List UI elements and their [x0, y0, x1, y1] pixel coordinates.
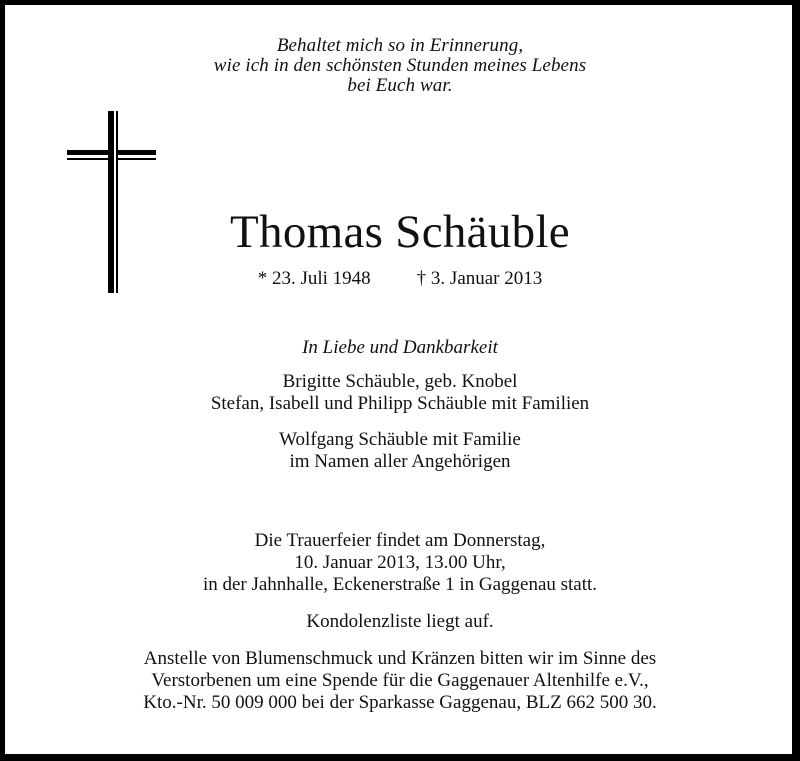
cross-fill-v-thin [116, 155, 118, 158]
donation-line-2: Verstorbenen um eine Spende für die Gaggenauer Altenhilfe e.V., [151, 670, 649, 691]
cross-vertical-thin [116, 111, 118, 293]
funeral-line-3: in der Jahnhalle, Eckenerstraße 1 in Gaggenau statt. [202, 574, 598, 595]
motto-line-1: Behaltet mich so in Erinnerung, [276, 35, 524, 56]
dedication: In Liebe und Dankbarkeit [302, 337, 498, 358]
mourner-line-4: im Namen aller Angehörigen [289, 451, 511, 472]
funeral-line-1: Die Trauerfeier findet am Donnerstag, [254, 530, 546, 551]
motto-line-3: bei Euch war. [347, 75, 453, 96]
life-dates [0, 268, 800, 290]
mourner-line-3: Wolfgang Schäuble mit Familie [279, 429, 521, 450]
donation-line-1: Anstelle von Blumenschmuck und Kränzen bitten wir im Sinne des [143, 648, 657, 669]
cross-vertical-thick [108, 111, 114, 293]
mourner-line-1: Brigitte Schäuble, geb. Knobel [282, 371, 518, 392]
cross-horizontal-thin [67, 158, 156, 160]
death-date: † 3. Januar 2013 [416, 268, 543, 289]
donation-line-3: Kto.-Nr. 50 009 000 bei der Sparkasse Gaggenau, BLZ 662 500 30. [143, 692, 657, 713]
mourner-line-2: Stefan, Isabell und Philipp Schäuble mit Familien [210, 393, 590, 414]
funeral-line-2: 10. Januar 2013, 13.00 Uhr, [294, 552, 506, 573]
motto-line-2: wie ich in den schönsten Stunden meines Lebens [213, 55, 587, 76]
condolence-note: Kondolenzliste liegt auf. [306, 611, 494, 632]
cross-fill-v-thick [108, 155, 114, 158]
deceased-name: Thomas Schäuble [230, 206, 570, 258]
birth-date: * 23. Juli 1948 [257, 268, 371, 289]
